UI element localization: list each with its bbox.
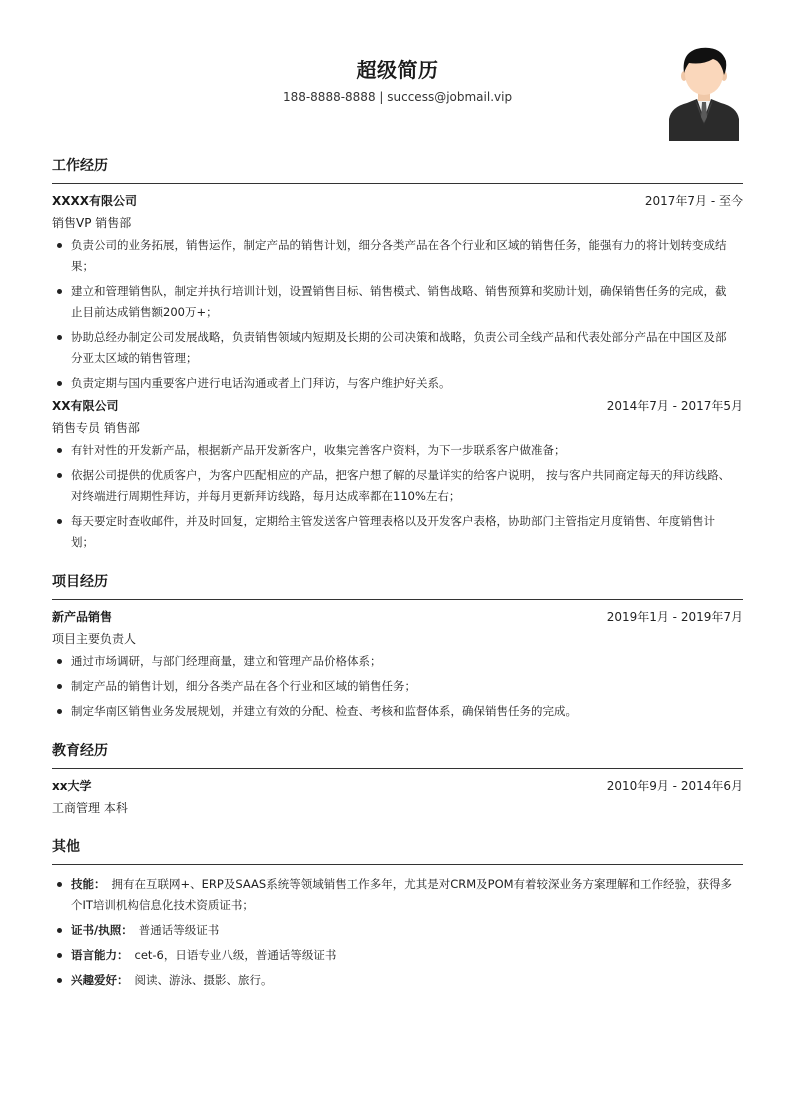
list-item: 有针对性的开发新产品，根据新产品开发新客户，收集完善客户资料，为下一步联系客户做准备； — [71, 440, 743, 461]
list-item-hobbies — [71, 970, 743, 991]
company-name: XXXX有限公司 — [52, 194, 138, 208]
job-title: 销售VP 销售部 — [52, 216, 132, 230]
education-entry — [52, 778, 743, 816]
project-section — [52, 571, 743, 722]
section-title-education: 教育经历 — [52, 740, 743, 769]
item-label: 语言能力： — [71, 948, 129, 962]
date-range: 2014年7月 - 2017年5月 — [606, 399, 743, 413]
bullet-list — [52, 874, 743, 991]
work-entry — [52, 193, 743, 394]
date-range: 2010年9月 - 2014年6月 — [606, 779, 743, 793]
bullet-list — [52, 235, 743, 394]
list-item-languages — [71, 945, 743, 966]
list-item: 建立和管理销售队，制定并执行培训计划，设置销售目标、销售模式、销售战略、销售预算和奖励计划，确保销售任务的完成，截止目前达成销售额200万+； — [71, 281, 743, 323]
list-item-skills — [71, 874, 743, 916]
list-item-certificates — [71, 920, 743, 941]
avatar — [669, 45, 739, 141]
list-item: 负责定期与国内重要客户进行电话沟通或者上门拜访，与客户维护好关系。 — [71, 373, 743, 394]
list-item: 每天要定时查收邮件，并及时回复，定期给主管发送客户管理表格以及开发客户表格，协助部门主管指定月度销售、年度销售计划； — [71, 511, 743, 553]
degree: 工商管理 本科 — [52, 801, 128, 815]
bullet-list — [52, 651, 743, 722]
list-item: 依据公司提供的优质客户，为客户匹配相应的产品，把客户想了解的尽量详实的给客户说明， 按与客户共同商定每天的拜访线路、对终端进行周期性拜访，并每月更新拜访线路，每月达成率都在110%左右； — [71, 465, 743, 507]
date-range: 2017年7月 - 至今 — [644, 194, 743, 208]
entry-header — [52, 193, 743, 209]
list-item: 制定华南区销售业务发展规划，并建立有效的分配、检查、考核和监督体系，确保销售任务的完成。 — [71, 701, 743, 722]
entry-header — [52, 609, 743, 625]
work-section — [52, 155, 743, 553]
list-item: 通过市场调研，与部门经理商量，建立和管理产品价格体系； — [71, 651, 743, 672]
item-text: 普通话等级证书 — [138, 923, 220, 937]
education-section — [52, 740, 743, 816]
item-text: 拥有在互联网+、ERP及SAAS系统等领域销售工作多年，尤其是对CRM及POM有着较深业务方案理解和工作经验，获得多个IT培训机构信息化技术资质证书； — [71, 877, 733, 912]
list-item: 负责公司的业务拓展，销售运作，制定产品的销售计划，细分各类产品在各个行业和区域的销售任务，能强有力的将计划转变成结果； — [71, 235, 743, 277]
resume-name: 超级简历 — [356, 58, 439, 82]
section-title-project: 项目经历 — [52, 571, 743, 600]
list-item: 协助总经办制定公司发展战略，负责销售领域内短期及长期的公司决策和战略，负责公司全线产品和代表处部分产品在中国区及部分亚太区域的销售管理； — [71, 327, 743, 369]
work-entry — [52, 398, 743, 553]
entry-header — [52, 398, 743, 414]
other-section — [52, 836, 743, 991]
bullet-list — [52, 440, 743, 553]
item-text: 阅读、游泳、摄影、旅行。 — [134, 973, 273, 987]
date-range: 2019年1月 - 2019年7月 — [606, 610, 743, 624]
item-label: 技能： — [71, 877, 106, 891]
entry-header — [52, 778, 743, 794]
item-label: 兴趣爱好： — [71, 973, 129, 987]
school-name: xx大学 — [52, 779, 92, 793]
project-entry — [52, 609, 743, 722]
job-title: 销售专员 销售部 — [52, 421, 140, 435]
project-name: 新产品销售 — [52, 610, 113, 624]
resume-header — [52, 0, 743, 145]
company-name: XX有限公司 — [52, 399, 119, 413]
section-title-work: 工作经历 — [52, 155, 743, 184]
resume-page — [52, 0, 743, 995]
section-title-other: 其他 — [52, 836, 743, 865]
project-role: 项目主要负责人 — [52, 632, 137, 646]
item-label: 证书/执照： — [71, 923, 133, 937]
contact-info: 188-8888-8888 | success@jobmail.vip — [282, 90, 513, 104]
item-text: cet-6，日语专业八级，普通话等级证书 — [134, 948, 337, 962]
list-item: 制定产品的销售计划，细分各类产品在各个行业和区域的销售任务； — [71, 676, 743, 697]
